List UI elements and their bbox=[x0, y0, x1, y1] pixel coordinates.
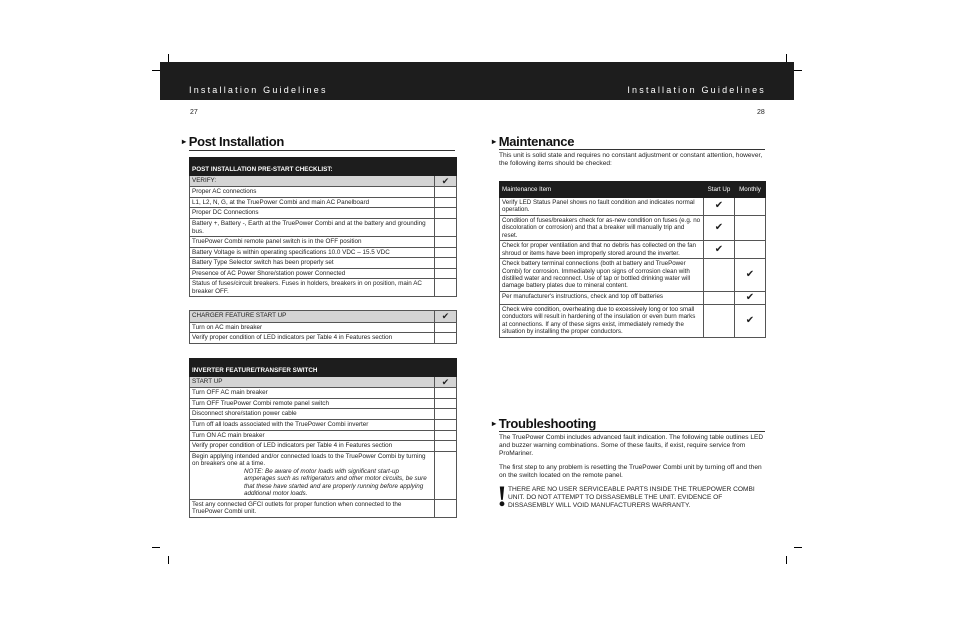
section-rule bbox=[499, 149, 765, 150]
checklist-item-text: Begin applying intended and/or connected loads to the TruePower Combi by turning on breakers one at a time. bbox=[192, 452, 426, 468]
inverter-checklist bbox=[189, 358, 457, 518]
checkbox-cell[interactable] bbox=[435, 279, 457, 297]
startup-check-cell[interactable] bbox=[704, 259, 735, 292]
crop-mark bbox=[786, 54, 787, 62]
page-number-right: 28 bbox=[757, 109, 765, 116]
checkbox-cell[interactable] bbox=[435, 247, 457, 258]
troubleshooting-para-2: The first step to any problem is resetting the TruePower Combi unit by turning off and then on the switch located on the remote panel. bbox=[499, 464, 762, 480]
checklist-item: Proper DC Connections bbox=[190, 208, 435, 219]
table-row bbox=[190, 187, 457, 198]
maintenance-item: Check wire condition, overheating due to excessively long or too small conductors will result in hardening of the insulation or even burn marks at connections. If any of these signs exist, immediately remedy the situation by installing the proper conductors. bbox=[500, 304, 704, 337]
table-row bbox=[190, 430, 457, 441]
checkbox-cell[interactable] bbox=[435, 419, 457, 430]
table-row bbox=[190, 218, 457, 236]
table-row bbox=[190, 499, 457, 517]
checkbox-cell[interactable] bbox=[435, 208, 457, 219]
checklist-item: Turn on AC main breaker bbox=[190, 322, 435, 333]
table-row bbox=[190, 398, 457, 409]
table-row bbox=[190, 419, 457, 430]
maintenance-item: Check battery terminal connections (both at battery and TruePower Combi) for corrosion. Immediately upon signs of corrosion clean with distilled water and reconnect. Use of tap or bottled drinking water will damage battery plates due to mineral content. bbox=[500, 259, 704, 292]
maintenance-table bbox=[499, 181, 766, 338]
checkbox-cell[interactable] bbox=[435, 187, 457, 198]
crop-mark bbox=[152, 70, 160, 71]
header-right-title: Installation Guidelines bbox=[627, 85, 766, 95]
checklist-item: Test any connected GFCI outlets for proper function when connected to the TruePower Combi unit. bbox=[190, 499, 435, 517]
table-row bbox=[190, 441, 457, 452]
checkbox-cell[interactable] bbox=[435, 451, 457, 499]
arrow-icon: ▸ bbox=[182, 137, 186, 146]
crop-mark bbox=[794, 547, 802, 548]
column-header-monthly: Monthly bbox=[735, 182, 766, 198]
table-row bbox=[190, 258, 457, 269]
checklist-subheading-row bbox=[190, 175, 457, 187]
maintenance-header-row bbox=[500, 182, 766, 198]
startup-check-cell[interactable]: ✔ bbox=[704, 198, 735, 216]
checklist-item: L1, L2, N, G, at the TruePower Combi and main AC Panelboard bbox=[190, 197, 435, 208]
table-row bbox=[500, 291, 766, 304]
monthly-check-cell[interactable] bbox=[735, 215, 766, 240]
checkbox-cell[interactable] bbox=[435, 398, 457, 409]
checkbox-cell[interactable] bbox=[435, 258, 457, 269]
pre-start-checklist bbox=[189, 157, 457, 297]
charger-subheading-row bbox=[190, 311, 457, 323]
checkbox-cell[interactable] bbox=[435, 333, 457, 344]
startup-check-cell[interactable] bbox=[704, 291, 735, 304]
table-row bbox=[500, 259, 766, 292]
section-rule bbox=[499, 431, 765, 432]
monthly-check-cell[interactable]: ✔ bbox=[735, 291, 766, 304]
checklist-item: Disconnect shore/station power cable bbox=[190, 409, 435, 420]
checkbox-cell[interactable] bbox=[435, 499, 457, 517]
table-row bbox=[190, 268, 457, 279]
checklist-item: Verify proper condition of LED indicators per Table 4 in Features section bbox=[190, 333, 435, 344]
checkbox-cell[interactable] bbox=[435, 430, 457, 441]
charger-subheading: CHARGER FEATURE START UP bbox=[190, 311, 435, 323]
table-row bbox=[500, 241, 766, 259]
table-row bbox=[190, 279, 457, 297]
checklist-item: Turn OFF TruePower Combi remote panel switch bbox=[190, 398, 435, 409]
checklist-item: Proper AC connections bbox=[190, 187, 435, 198]
troubleshooting-title bbox=[492, 416, 596, 431]
checklist-item: Verify proper condition of LED indicators per Table 4 in Features section bbox=[190, 441, 435, 452]
column-header-item: Maintenance Item bbox=[500, 182, 704, 198]
checkbox-cell[interactable] bbox=[435, 237, 457, 248]
checklist-item bbox=[190, 451, 435, 499]
motor-load-note: NOTE: Be aware of motor loads with significant start-up amperages such as refrigerators and other motor circuits, be sure that these have started and are properly running before applying additional motor loads. bbox=[244, 467, 427, 498]
checklist-item: Battery Voltage is within operating specifications 10.0 VDC – 15.5 VDC bbox=[190, 247, 435, 258]
table-row bbox=[190, 237, 457, 248]
maintenance-item: Per manufacturer's instructions, check and top off batteries bbox=[500, 291, 704, 304]
section-rule bbox=[189, 150, 455, 151]
table-row bbox=[190, 409, 457, 420]
checkbox-cell[interactable] bbox=[435, 441, 457, 452]
monthly-check-cell[interactable] bbox=[735, 198, 766, 216]
monthly-check-cell[interactable] bbox=[735, 241, 766, 259]
check-mark-icon: ✔ bbox=[435, 175, 457, 187]
troubleshooting-title-text: Troubleshooting bbox=[498, 416, 597, 431]
checklist-subheading: VERIFY: bbox=[190, 175, 435, 187]
checklist-item: Battery Type Selector switch has been properly set bbox=[190, 258, 435, 269]
monthly-check-cell[interactable]: ✔ bbox=[735, 304, 766, 337]
troubleshooting-para-1: The TruePower Combi includes advanced fault indication. The following table outlines LED and buzzer warning combinations. Some of these faults, if exist, require service from ProMariner. bbox=[499, 434, 764, 458]
crop-mark bbox=[168, 556, 169, 564]
header-left-title: Installation Guidelines bbox=[189, 85, 328, 95]
warning-text: THERE ARE NO USER SERVICEABLE PARTS INSIDE THE TRUEPOWER COMBI UNIT. DO NOT ATTEMPT TO DISSASEMBLE THE UNIT. EVIDENCE OF DISSASEMBLY WILL VOID MANUFACTURERS WARRANTY. bbox=[508, 486, 755, 510]
monthly-check-cell[interactable]: ✔ bbox=[735, 259, 766, 292]
checklist-item: TruePower Combi remote panel switch is in the OFF position bbox=[190, 237, 435, 248]
header-band bbox=[160, 62, 794, 100]
table-row bbox=[190, 333, 457, 344]
startup-check-cell[interactable]: ✔ bbox=[704, 215, 735, 240]
startup-check-cell[interactable] bbox=[704, 304, 735, 337]
table-row bbox=[500, 215, 766, 240]
table-row bbox=[500, 304, 766, 337]
maintenance-item: Condition of fuses/breakers check for as-new condition on fuses (e.g. no discoloration or corrosion) and that a breaker will manually trip and reset. bbox=[500, 215, 704, 240]
checkbox-cell[interactable] bbox=[435, 409, 457, 420]
arrow-icon: ▸ bbox=[492, 137, 496, 146]
maintenance-item: Verify LED Status Panel shows no fault condition and indicates normal operation. bbox=[500, 198, 704, 216]
crop-mark bbox=[168, 54, 169, 62]
checklist-item: Status of fuses/circuit breakers. Fuses in holders, breakers in on position, main AC breaker OFF. bbox=[190, 279, 435, 297]
charger-checklist bbox=[189, 310, 457, 344]
inverter-heading-row bbox=[190, 359, 457, 377]
checkbox-cell[interactable] bbox=[435, 218, 457, 236]
checklist-item: Turn OFF AC main breaker bbox=[190, 388, 435, 399]
maintenance-title-text: Maintenance bbox=[498, 134, 575, 149]
maintenance-title bbox=[492, 134, 574, 149]
page-number-left: 27 bbox=[190, 109, 198, 116]
table-row bbox=[190, 208, 457, 219]
checklist-item: Presence of AC Power Shore/station power Connected bbox=[190, 268, 435, 279]
maintenance-item: Check for proper ventilation and that no debris has collected on the fan shroud or items have been improperly stored around the inverter. bbox=[500, 241, 704, 259]
check-mark-icon: ✔ bbox=[435, 376, 457, 388]
checkbox-cell[interactable] bbox=[435, 322, 457, 333]
post-installation-title-text: Post Installation bbox=[188, 134, 285, 149]
table-row bbox=[190, 247, 457, 258]
arrow-icon: ▸ bbox=[492, 419, 496, 428]
post-installation-title bbox=[182, 134, 284, 149]
inverter-subheading: START UP bbox=[190, 376, 435, 388]
checkbox-cell[interactable] bbox=[435, 268, 457, 279]
checkbox-cell[interactable] bbox=[435, 388, 457, 399]
table-row bbox=[190, 197, 457, 208]
column-header-startup: Start Up bbox=[704, 182, 735, 198]
crop-mark bbox=[786, 556, 787, 564]
checklist-item: Turn ON AC main breaker bbox=[190, 430, 435, 441]
startup-check-cell[interactable]: ✔ bbox=[704, 241, 735, 259]
table-row bbox=[500, 198, 766, 216]
checkbox-cell[interactable] bbox=[435, 197, 457, 208]
table-row bbox=[190, 451, 457, 499]
check-mark-icon: ✔ bbox=[435, 311, 457, 323]
table-row bbox=[190, 322, 457, 333]
checklist-item: Battery +, Battery -, Earth at the TruePower Combi and at the battery and grounding bus. bbox=[190, 218, 435, 236]
checklist-item: Turn off all loads associated with the TruePower Combi inverter bbox=[190, 419, 435, 430]
maintenance-intro: This unit is solid state and requires no constant adjustment or constant attention, however, the following items should be checked: bbox=[499, 152, 763, 168]
checklist-heading-row bbox=[190, 158, 457, 176]
inverter-subheading-row bbox=[190, 376, 457, 388]
checklist-heading: POST INSTALLATION PRE-START CHECKLIST: bbox=[190, 158, 457, 176]
warning-icon: ! bbox=[497, 480, 507, 513]
crop-mark bbox=[152, 547, 160, 548]
inverter-heading: INVERTER FEATURE/TRANSFER SWITCH bbox=[190, 359, 457, 377]
crop-mark bbox=[794, 70, 802, 71]
table-row bbox=[190, 388, 457, 399]
